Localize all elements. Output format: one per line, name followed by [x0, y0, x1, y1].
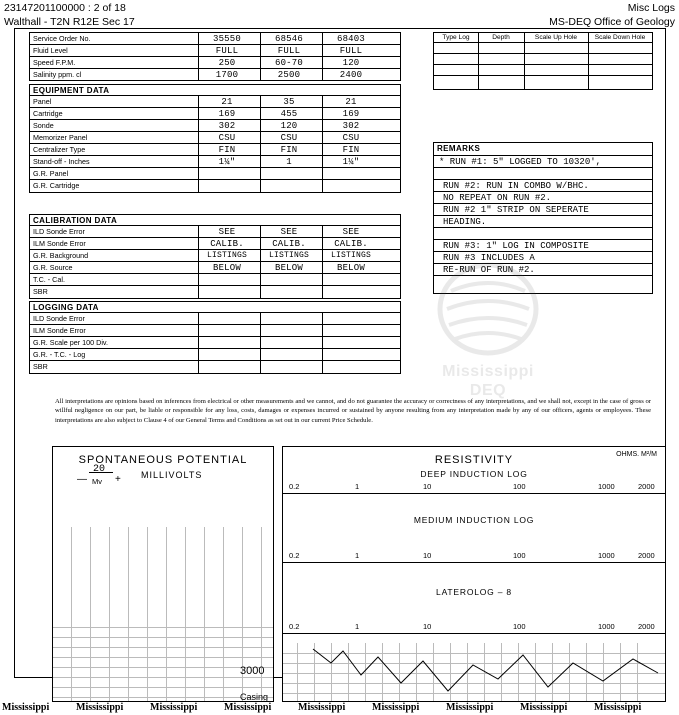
- cell-value: LISTINGS: [330, 251, 371, 260]
- cell-value: 2500: [277, 70, 301, 80]
- table-row: [30, 57, 400, 69]
- cell-value: FIN: [218, 145, 236, 155]
- medium-tick: 0.2: [289, 551, 300, 560]
- column-divider: [198, 313, 199, 373]
- cell-value: 120: [280, 121, 298, 131]
- type-log-table: [433, 32, 653, 90]
- table-row: [30, 361, 400, 373]
- cell-value: 169: [218, 109, 236, 119]
- cell-value: SEE: [342, 227, 360, 237]
- cell-value: CALIB.: [334, 239, 368, 249]
- table-row: [30, 132, 400, 144]
- resistivity-units: OHMS. M²/M: [616, 451, 657, 458]
- medium-induction-axis: [283, 562, 665, 563]
- casing-label: Casing: [240, 692, 269, 702]
- laterolog-axis: [283, 633, 665, 634]
- strip-label: Mississippi: [372, 702, 420, 713]
- cell-value: 455: [280, 109, 298, 119]
- remarks-rule: [434, 179, 652, 180]
- deep-tick: 10: [423, 482, 432, 491]
- remarks-rule: [434, 191, 652, 192]
- sp-scale-value: 20: [93, 464, 106, 475]
- cell-value: 1¼": [218, 157, 236, 167]
- row-label: ILM Sonde Error: [33, 239, 86, 248]
- section-title: LOGGING DATA: [33, 303, 99, 312]
- cell-value: CALIB.: [272, 239, 306, 249]
- row-label: Sonde: [33, 121, 54, 130]
- remark-line: RUN #2: RUN IN COMBO W/BHC.: [443, 181, 589, 191]
- remark-line: RUN #2 1" STRIP ON SEPERATE: [443, 205, 589, 215]
- cell-value: 250: [218, 58, 236, 68]
- table-row: [30, 250, 400, 262]
- agency-name: MS-DEQ Office of Geology: [549, 16, 675, 28]
- deep-induction-label: DEEP INDUCTION LOG: [420, 469, 528, 479]
- cell-value: 68546: [274, 34, 303, 44]
- table-header-row: [434, 33, 652, 43]
- service-order-table: [29, 32, 401, 81]
- cell-value: 60-70: [274, 58, 303, 68]
- row-label: ILD Sonde Error: [33, 314, 85, 323]
- row-label: Panel: [33, 97, 52, 106]
- column-divider: [260, 226, 261, 298]
- resistivity-panel: [282, 446, 666, 702]
- document-id: 23147201100000 : 2 of 18: [4, 2, 126, 14]
- column-divider: [260, 96, 261, 192]
- row-label: Service Order No.: [33, 34, 91, 43]
- table-row: [30, 349, 400, 361]
- remark-line: HEADING.: [443, 217, 487, 227]
- table-row: [434, 76, 652, 88]
- remarks-rule: [434, 275, 652, 276]
- column-header: Scale Down Hole: [594, 34, 646, 41]
- cell-value: CSU: [280, 133, 298, 143]
- cell-value: SEE: [218, 227, 236, 237]
- cell-value: FULL: [215, 46, 239, 56]
- header-left: [4, 1, 135, 29]
- deep-tick: 1000: [598, 482, 615, 491]
- row-label: Fluid Level: [33, 46, 68, 55]
- cell-value: BELOW: [336, 263, 365, 273]
- cell-value: FIN: [342, 145, 360, 155]
- column-divider: [322, 313, 323, 373]
- table-row: [30, 226, 400, 238]
- table-row: [30, 96, 400, 108]
- remarks-rule: [434, 167, 652, 168]
- cell-value: 35550: [212, 34, 241, 44]
- table-row: [30, 238, 400, 250]
- strip-label: Mississippi: [594, 702, 642, 713]
- cell-value: LISTINGS: [268, 251, 309, 260]
- row-label: Memorizer Panel: [33, 133, 88, 142]
- strip-label: Mississippi: [76, 702, 124, 713]
- remarks-rule: [434, 251, 652, 252]
- section-title-row: [30, 85, 400, 96]
- laterolog-tick: 0.2: [289, 622, 300, 631]
- deep-tick: 1: [355, 482, 360, 491]
- column-divider: [588, 33, 589, 89]
- column-divider: [524, 33, 525, 89]
- row-label: G.R. Background: [33, 251, 89, 260]
- cell-value: BELOW: [212, 263, 241, 273]
- table-row: [30, 325, 400, 337]
- cell-value: 1700: [215, 70, 239, 80]
- deep-tick: 100: [513, 482, 526, 491]
- remarks-rule: [434, 215, 652, 216]
- column-header: Depth: [492, 34, 510, 41]
- section-title-row: [30, 215, 400, 226]
- table-row: [30, 262, 400, 274]
- cell-value: FULL: [339, 46, 363, 56]
- medium-tick: 100: [513, 551, 526, 560]
- watermark-line1: Mississippi: [442, 363, 534, 380]
- strip-label: Mississippi: [520, 702, 568, 713]
- strip-label: Mississippi: [298, 702, 346, 713]
- cell-value: 35: [283, 97, 295, 107]
- row-label: SBR: [33, 287, 48, 296]
- row-label: G.R. Panel: [33, 169, 69, 178]
- sp-scale-unit: Mv: [92, 477, 102, 486]
- page-header: [0, 0, 679, 30]
- medium-tick: 1000: [598, 551, 615, 560]
- resistivity-curve-grid: [283, 643, 665, 701]
- column-divider: [260, 313, 261, 373]
- table-row: [30, 144, 400, 156]
- table-row: [30, 120, 400, 132]
- cell-value: 21: [345, 97, 357, 107]
- cell-value: CSU: [342, 133, 360, 143]
- cell-value: 2400: [339, 70, 363, 80]
- table-row: [30, 168, 400, 180]
- section-title: EQUIPMENT DATA: [33, 86, 110, 95]
- section-title: CALIBRATION DATA: [33, 216, 118, 225]
- remarks-rule: [434, 155, 652, 156]
- row-label: ILD Sonde Error: [33, 227, 85, 236]
- resistivity-curve: [283, 643, 665, 701]
- sp-scale-rule: [89, 472, 113, 473]
- column-divider: [198, 96, 199, 192]
- remarks-block: [433, 142, 653, 294]
- strip-label: Mississippi: [224, 702, 272, 713]
- strip-label: Mississippi: [446, 702, 494, 713]
- laterolog-tick: 1: [355, 622, 360, 631]
- table-row: [30, 286, 400, 298]
- remarks-rule: [434, 227, 652, 228]
- medium-tick: 1: [355, 551, 360, 560]
- laterolog-tick: 2000: [638, 622, 655, 631]
- cell-value: CSU: [218, 133, 236, 143]
- cell-value: CALIB.: [210, 239, 244, 249]
- column-divider: [322, 33, 323, 80]
- cell-value: 1: [286, 157, 292, 167]
- row-label: G.R. Source: [33, 263, 73, 272]
- medium-induction-label: MEDIUM INDUCTION LOG: [413, 515, 535, 525]
- resistivity-panel-title: RESISTIVITY: [434, 454, 514, 466]
- row-label: Stand-off - Inches: [33, 157, 90, 166]
- remark-line: RUN #3: 1" LOG IN COMPOSITE: [443, 241, 589, 251]
- table-row: [434, 43, 652, 54]
- row-label: G.R. Scale per 100 Div.: [33, 338, 108, 347]
- medium-tick: 2000: [638, 551, 655, 560]
- cell-value: FULL: [277, 46, 301, 56]
- remark-line: * RUN #1: 5" LOGGED TO 10320',: [439, 157, 602, 167]
- table-row: [30, 45, 400, 57]
- watermark-line2: DEQ: [469, 382, 507, 399]
- table-row: [30, 33, 400, 45]
- cell-value: 68403: [336, 34, 365, 44]
- medium-tick: 10: [423, 551, 432, 560]
- column-divider: [260, 33, 261, 80]
- cell-value: 120: [342, 58, 360, 68]
- section-title-row: [30, 302, 400, 313]
- row-label: Speed F.P.M.: [33, 58, 76, 67]
- sp-plus-sign: +: [115, 474, 121, 485]
- laterolog-label: LATEROLOG – 8: [436, 587, 512, 597]
- deep-tick: 2000: [638, 482, 655, 491]
- column-header: Scale Up Hole: [534, 34, 578, 41]
- column-divider: [478, 33, 479, 89]
- remarks-rule: [434, 203, 652, 204]
- log-category: Misc Logs: [627, 2, 675, 14]
- row-label: Centralizer Type: [33, 145, 86, 154]
- well-location: Walthall - T2N R12E Sec 17: [4, 16, 135, 28]
- deep-induction-axis: [283, 493, 665, 494]
- legal-disclaimer: All interpretations are opinions based on inferences from electrical or other measurements and we cannot, and do not guarantee the accuracy or correctness of any interpretations, and we shall not, except in the case of gross or willful negligence on our part, be liable or responsible for any loss, costs, damages or expenses incurred or sustained by anyone resulting from any interpretation made by any of our officers, agents or employees. These interpretations are also subject to Clause 4 of our General Terms and Conditions as set out in our current Price Schedule.: [55, 398, 651, 424]
- row-label: G.R. - T.C. - Log: [33, 350, 86, 359]
- spontaneous-potential-panel: [52, 446, 274, 702]
- cell-value: 302: [342, 121, 360, 131]
- row-label: ILM Sonde Error: [33, 326, 86, 335]
- strip-label: Mississippi: [150, 702, 198, 713]
- column-divider: [322, 226, 323, 298]
- sp-minus-sign: —: [77, 474, 87, 485]
- remark-line: NO REPEAT ON RUN #2.: [443, 193, 552, 203]
- table-row: [30, 108, 400, 120]
- casing-depth: 3000: [240, 665, 265, 677]
- table-row: [30, 69, 400, 81]
- column-divider: [198, 33, 199, 80]
- table-row: [30, 156, 400, 168]
- remark-line: RE-RUN OF RUN #2.: [443, 265, 535, 275]
- column-divider: [322, 96, 323, 192]
- cell-value: 302: [218, 121, 236, 131]
- remarks-rule: [434, 263, 652, 264]
- row-label: T.C. - Cal.: [33, 275, 65, 284]
- cell-value: LISTINGS: [206, 251, 247, 260]
- row-label: Salinity ppm. cl: [33, 70, 82, 79]
- laterolog-tick: 10: [423, 622, 432, 631]
- table-row: [434, 65, 652, 76]
- header-right: [549, 1, 675, 29]
- sp-panel-title: SPONTANEOUS POTENTIAL: [78, 454, 248, 466]
- remarks-rule: [434, 239, 652, 240]
- column-header: Type Log: [442, 34, 470, 41]
- cell-value: SEE: [280, 227, 298, 237]
- remark-line: RUN #3 INCLUDES A: [443, 253, 535, 263]
- laterolog-tick: 1000: [598, 622, 615, 631]
- cell-value: 1¼": [342, 157, 360, 167]
- deep-tick: 0.2: [289, 482, 300, 491]
- row-label: Cartridge: [33, 109, 63, 118]
- strip-label: Mississippi: [2, 702, 50, 713]
- logging-data-table: [29, 301, 401, 374]
- cell-value: BELOW: [274, 263, 303, 273]
- cell-value: 169: [342, 109, 360, 119]
- row-label: SBR: [33, 362, 48, 371]
- sp-scale-row: [53, 466, 273, 500]
- table-row: [434, 54, 652, 65]
- calibration-data-table: [29, 214, 401, 299]
- table-row: [30, 274, 400, 286]
- equipment-data-table: [29, 84, 401, 193]
- laterolog-tick: 100: [513, 622, 526, 631]
- table-row: [30, 337, 400, 349]
- table-row: [30, 180, 400, 192]
- cell-value: FIN: [280, 145, 298, 155]
- sp-units-label: MILLIVOLTS: [141, 470, 203, 480]
- remarks-title: REMARKS: [437, 144, 481, 153]
- table-row: [30, 313, 400, 325]
- column-divider: [198, 226, 199, 298]
- cell-value: 21: [221, 97, 233, 107]
- row-label: G.R. Cartridge: [33, 181, 80, 190]
